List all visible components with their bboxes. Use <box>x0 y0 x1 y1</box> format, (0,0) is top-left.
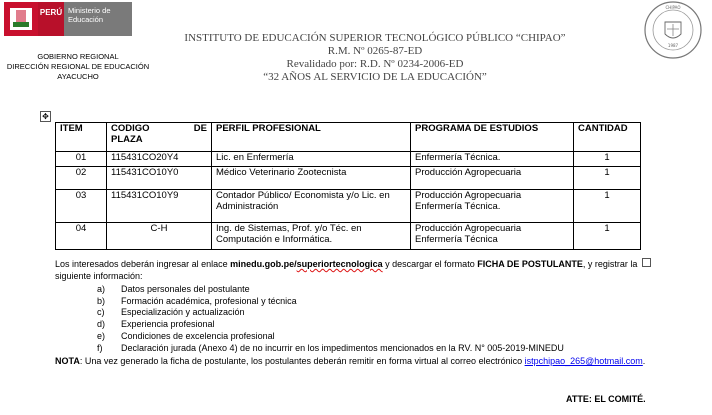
cell-cantidad: 1 <box>574 190 641 223</box>
cell-programa: Producción Agropecuaria <box>411 167 574 190</box>
table-row <box>56 190 641 223</box>
ministerio-label: Ministerio de Educación <box>64 2 132 36</box>
list-item: d) Experiencia profesional <box>97 319 215 330</box>
cell-cantidad: 1 <box>574 167 641 190</box>
anniversary-slogan: “32 AÑOS AL SERVICIO DE LA EDUCACIÓN” <box>263 71 487 83</box>
cell-programa: Producción Agropecuaria Enfermería Técnica <box>411 223 574 250</box>
resolution-number: R.M. Nº 0265-87-ED <box>327 45 423 57</box>
table-row <box>56 152 641 167</box>
table-row <box>56 167 641 190</box>
cell-item: 03 <box>56 190 107 223</box>
cell-item: 02 <box>56 167 107 190</box>
note-end: . <box>642 356 646 366</box>
header-codigo-plaza: PLAZA <box>111 134 143 145</box>
table-move-handle[interactable]: ✥ <box>40 111 51 122</box>
list-item: e) Condiciones de excelencia profesional <box>97 330 275 341</box>
cell-perfil: Lic. en Enfermería <box>212 152 411 167</box>
header-cantidad: CANTIDAD <box>574 123 641 152</box>
cell-codigo: 115431CO20Y4 <box>107 152 212 167</box>
revalidation: Revalidado por: R.D. Nº 0234-2006-ED <box>286 58 464 70</box>
note-text: : Una vez generado la ficha de postulante, los postulantes deberán remitir en forma virtual al correo electrónico <box>79 356 525 366</box>
gov-line1: GOBIERNO REGIONAL <box>37 52 119 61</box>
institute-name: INSTITUTO DE EDUCACIÓN SUPERIOR TECNOLÓGICO PÚBLICO “CHIPAO” <box>184 32 566 44</box>
cell-perfil: Médico Veterinario Zootecnista <box>212 167 411 190</box>
cell-cantidad: 1 <box>574 223 641 250</box>
note-label: NOTA <box>55 356 80 366</box>
header-codigo-word: CODIGO <box>111 123 150 134</box>
regional-government <box>4 52 152 82</box>
signature: ATTE: EL COMITÉ. <box>566 394 646 404</box>
list-item: a) Datos personales del postulante <box>97 284 250 294</box>
cell-codigo: 115431CO10Y0 <box>107 167 212 190</box>
cell-cantidad: 1 <box>574 152 641 167</box>
list-item: c) Especialización y actualización <box>97 307 245 318</box>
requirements-list <box>97 284 564 354</box>
seal-bottom-text: 1987 <box>667 43 679 48</box>
instructions-link-domain[interactable]: minedu.gob.pe/ <box>230 259 297 269</box>
instructions-mid: y descargar el formato <box>382 259 478 269</box>
cell-programa: Producción Agropecuaria Enfermería Técnica. <box>411 190 574 223</box>
instructions-form-name: FICHA DE POSTULANTE <box>477 259 583 269</box>
instructions-paragraph <box>55 259 645 282</box>
list-item: b) Formación académica, profesional y técnica <box>97 295 297 306</box>
peru-shield-icon <box>4 2 38 36</box>
ministry-logo <box>4 2 132 36</box>
header-item: ITEM <box>56 123 107 152</box>
cell-codigo: 115431CO10Y9 <box>107 190 212 223</box>
header-codigo <box>107 123 212 152</box>
cell-item: 01 <box>56 152 107 167</box>
note-paragraph <box>55 356 675 367</box>
email-link[interactable]: istpchipao_265@hotmail.com <box>524 356 643 366</box>
header-programa: PROGRAMA DE ESTUDIOS <box>411 123 574 152</box>
header-codigo-de: DE <box>193 123 207 134</box>
seal-icon <box>643 0 703 60</box>
gov-line3: AYACUCHO <box>57 72 99 81</box>
instructions-post: , y registrar la siguiente información: <box>55 259 638 281</box>
document-header <box>160 32 590 84</box>
gov-line2: DIRECCIÓN REGIONAL DE EDUCACIÓN <box>6 62 150 71</box>
positions-table <box>55 122 641 250</box>
header-perfil: PERFIL PROFESIONAL <box>212 123 411 152</box>
cell-programa: Enfermería Técnica. <box>411 152 574 167</box>
cell-codigo: C-H <box>107 223 212 250</box>
peru-label: PERÚ <box>38 2 64 36</box>
institute-seal <box>643 0 703 60</box>
table-header-row <box>56 123 641 152</box>
instructions-pre: Los interesados deberán ingresar al enlace <box>55 259 231 269</box>
cell-perfil: Ing. de Sistemas, Prof. y/o Téc. en Computación e Informática. <box>212 223 411 250</box>
instructions-link-path[interactable]: superiortecnologica <box>296 259 383 269</box>
cell-item: 04 <box>56 223 107 250</box>
list-item: f) Declaración jurada (Anexo 4) de no incurrir en los impedimentos mencionados en la RV. N° 005-2019-MINEDU <box>97 342 564 353</box>
table-row <box>56 223 641 250</box>
seal-top-text: CHIPAO <box>665 5 681 10</box>
cell-perfil: Contador Público/ Economista y/o Lic. en Administración <box>212 190 411 223</box>
